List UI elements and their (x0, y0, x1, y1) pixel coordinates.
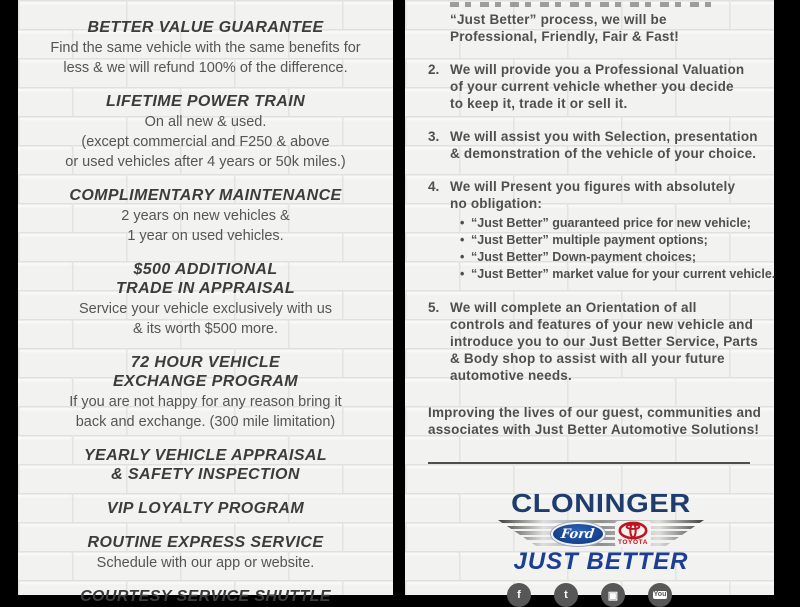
benefit-body-line: or used vehicles after 4 years or 50k miles.) (65, 154, 346, 170)
benefit-body-line: & its worth $500 more. (132, 321, 279, 337)
just-better-tagline: JUST BETTER (513, 548, 689, 575)
list-item-number: 4. (428, 179, 440, 194)
instagram-icon[interactable] (601, 583, 625, 607)
instagram-glyph: ▣ (607, 589, 619, 602)
bullet-dot: • (460, 250, 465, 264)
benefit-body-line: Service your vehicle exclusively with us (78, 301, 333, 317)
ford-logo-text: Ford (560, 526, 596, 542)
list-item-line: & Body shop to assist with all your future (450, 351, 725, 366)
benefit-body-line: back and exchange. (300 mile limitation) (75, 414, 336, 430)
divider-line (428, 462, 750, 464)
benefit-section-shuttle (18, 587, 393, 606)
benefit-body-line: 2 years on new vehicles & (121, 208, 290, 224)
bullet-dot: • (460, 267, 465, 281)
benefit-body-line: Schedule with our app or website. (96, 555, 315, 571)
list-item-line: We will assist you with Selection, presentation (450, 129, 758, 144)
bullet-text: “Just Better” guaranteed price for new vehicle; (471, 216, 751, 230)
list-item-line: & demonstration of the vehicle of your choice. (450, 146, 757, 161)
dealer-logo (428, 488, 774, 575)
process-item-2 (428, 61, 774, 112)
list-item-line: Professional, Friendly, Fair & Fast! (450, 29, 680, 44)
process-item-4 (428, 178, 774, 283)
benefit-body-line: If you are not happy for any reason bring it (69, 394, 342, 410)
clipped-text-line (450, 2, 712, 7)
facebook-icon[interactable] (507, 583, 531, 607)
benefit-body-line: 1 year on used vehicles. (127, 228, 284, 244)
process-item-1 (428, 11, 774, 45)
twitter-glyph: t (564, 589, 568, 601)
bullet-text: “Just Better” market value for your current vehicle. (471, 267, 776, 281)
bullet-dot: • (460, 216, 465, 230)
bullet-item (450, 232, 774, 249)
benefit-section-trade-in (18, 260, 393, 338)
benefit-body-line: less & we will refund 100% of the difference. (63, 60, 348, 76)
dealer-name: CLONINGER (511, 488, 691, 518)
list-item-number: 5. (428, 300, 440, 315)
youtube-glyph: You (653, 591, 667, 598)
brand-badges (498, 520, 704, 548)
benefit-heading: 72 HOUR VEHICLE (130, 354, 281, 371)
toyota-emblem-icon (618, 522, 648, 539)
benefit-heading: VIP LOYALTY PROGRAM (106, 500, 305, 517)
benefit-section-maintenance (18, 186, 393, 245)
bullet-item (450, 249, 774, 266)
list-item-line: We will Present you figures with absolutely (450, 179, 736, 194)
benefit-heading: $500 ADDITIONAL (133, 261, 278, 278)
benefit-body-line: (except commercial and F250 & above (81, 134, 330, 150)
list-item-line: controls and features of your new vehicle and (450, 317, 754, 332)
closing-line: Improving the lives of our guest, communities and (428, 405, 762, 420)
benefit-heading: EXCHANGE PROGRAM (112, 373, 299, 390)
benefit-heading: & SAFETY INSPECTION (111, 466, 300, 483)
facebook-glyph: f (517, 589, 521, 601)
ford-logo-icon (551, 522, 605, 546)
bullet-text: “Just Better” Down-payment choices; (471, 250, 697, 264)
list-item-line: of your current vehicle whether you decide (450, 79, 734, 94)
benefit-body-line: On all new & used. (144, 114, 267, 130)
list-item-line: “Just Better” process, we will be (450, 12, 667, 27)
benefit-heading: COMPLIMENTARY MAINTENANCE (69, 187, 342, 204)
closing-line: associates with Just Better Automotive Solutions! (428, 422, 760, 437)
toyota-logo-text: TOYOTA (617, 539, 649, 546)
list-item-number: 3. (428, 129, 440, 144)
list-item-line: We will provide you a Professional Valuation (450, 62, 745, 77)
benefit-heading: YEARLY VEHICLE APPRAISAL (83, 447, 328, 464)
list-item-line: automotive needs. (450, 368, 572, 383)
twitter-icon[interactable] (554, 583, 578, 607)
process-list (405, 0, 774, 575)
benefit-heading: TRADE IN APPRAISAL (115, 280, 296, 297)
benefits-list (18, 0, 393, 606)
list-item-line: We will complete an Orientation of all (450, 300, 697, 315)
benefit-section-appraisal-inspection (18, 446, 393, 484)
benefit-body-line: Find the same vehicle with the same benefits for (50, 40, 361, 56)
benefit-section-better-value (18, 18, 393, 77)
list-item-number: 2. (428, 62, 440, 77)
bullet-text: “Just Better” multiple payment options; (471, 233, 708, 247)
process-item-5 (428, 299, 774, 384)
process-panel (405, 0, 776, 602)
logo-wings (498, 520, 704, 548)
closing-statement (428, 404, 774, 438)
benefit-section-powertrain (18, 92, 393, 171)
benefit-section-vip (18, 499, 393, 518)
benefit-heading: ROUTINE EXPRESS SERVICE (87, 534, 324, 551)
benefit-section-express-service (18, 533, 393, 572)
benefit-heading: LIFETIME POWER TRAIN (105, 93, 306, 110)
benefit-heading: COURTESY SERVICE SHUTTLE (80, 588, 331, 605)
social-icons-row (405, 583, 774, 607)
benefits-panel (18, 0, 393, 605)
list-item-line: to keep it, trade it or sell it. (450, 96, 628, 111)
bullet-list (450, 215, 774, 283)
bullet-item (450, 266, 774, 283)
benefit-heading: BETTER VALUE GUARANTEE (87, 19, 324, 36)
list-item-line: no obligation: (450, 196, 543, 211)
toyota-logo-icon (615, 521, 651, 547)
bullet-item (450, 215, 774, 232)
benefit-section-exchange (18, 353, 393, 431)
list-item-line: introduce you to our Just Better Service, Parts (450, 334, 758, 349)
youtube-icon[interactable] (648, 583, 672, 607)
process-item-3 (428, 128, 774, 162)
bullet-dot: • (460, 233, 465, 247)
